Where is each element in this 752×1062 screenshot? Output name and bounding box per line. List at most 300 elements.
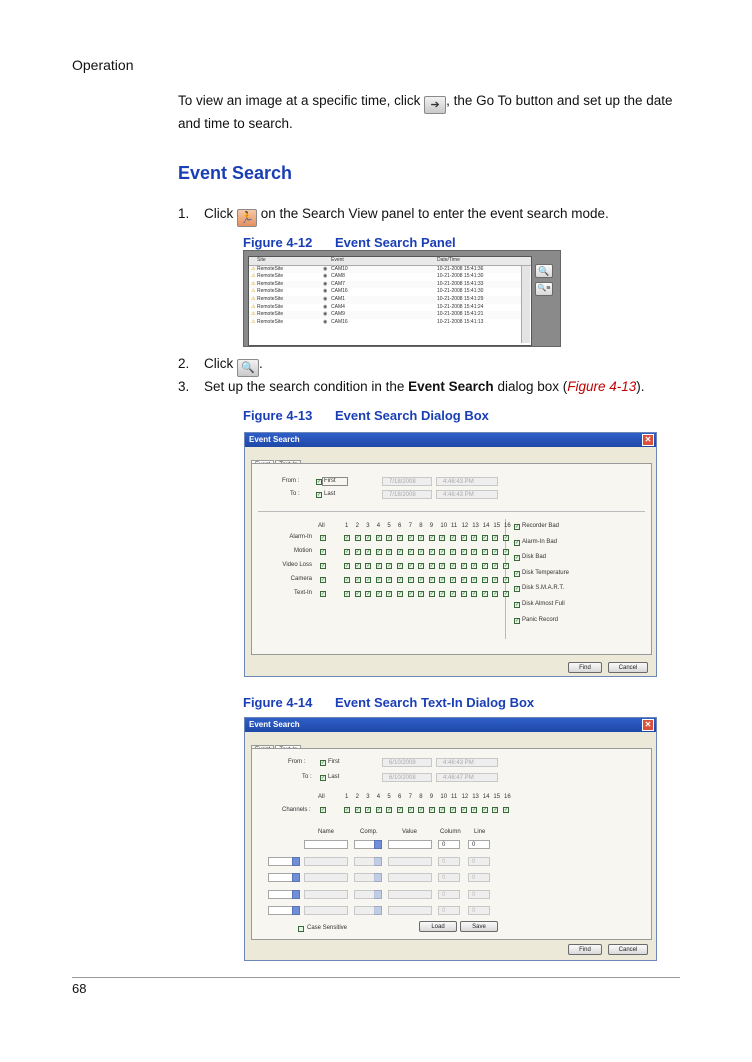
channel-number: 13 [472,523,479,529]
channel-checkbox[interactable]: ✓ [345,591,350,597]
channel-checkbox[interactable]: ✓ [493,577,498,583]
text-in-tab-pane [251,748,652,940]
channel-number: 1 [345,794,349,800]
all-checkbox[interactable]: ✓ [321,549,326,555]
last-checkbox[interactable]: ✓ [321,775,326,781]
channel-checkbox[interactable]: ✓ [345,577,350,583]
chevron-down-icon[interactable] [292,873,300,882]
datetime-cell: 10-21-2008 15:41:24 [437,303,484,310]
last-label: Last [328,774,340,780]
intro-paragraph [178,91,698,134]
list-item[interactable] [249,319,531,327]
search-icon: 🔍 [237,359,259,377]
warning-icon: ⚠ [251,265,256,272]
channel-number: 10 [440,523,448,529]
line-input[interactable] [468,857,490,866]
channel-checkbox[interactable]: ✓ [366,591,371,597]
channel-checkbox[interactable]: ✓ [398,807,403,813]
channel-checkbox[interactable]: ✓ [398,563,403,569]
figure-number: Figure 4-14 [243,695,313,710]
figure-caption [243,408,543,424]
line-input[interactable] [468,906,490,915]
first-label: First [328,759,340,765]
from-label: From : [282,478,300,484]
list-item[interactable] [249,311,531,319]
all-checkbox[interactable]: ✓ [321,577,326,583]
channel-checkbox[interactable]: ✓ [504,535,509,541]
channel-checkbox[interactable]: ✓ [355,591,360,597]
row-label: Text-In [293,590,312,596]
camera-icon: ◉ [323,273,328,280]
figure-title: Event Search Dialog Box [335,408,489,423]
close-icon[interactable]: ✕ [642,434,654,446]
channel-checkbox[interactable]: ✓ [345,563,350,569]
column-header: Column [440,829,461,835]
from-time-value: 4:46:43 PM [443,479,474,485]
warning-icon: ⚠ [251,318,256,325]
value-input[interactable] [388,906,432,915]
list-item[interactable] [249,273,531,281]
chevron-down-icon[interactable] [374,840,382,849]
channel-checkbox[interactable]: ✓ [376,577,381,583]
channel-number: 3 [366,794,370,800]
event-cell: CAM16 [331,288,348,295]
search-button[interactable]: 🔍 [535,264,553,278]
channel-checkbox[interactable]: ✓ [429,591,434,597]
channel-checkbox[interactable]: ✓ [355,807,360,813]
system-event-checkbox[interactable]: ✓ [515,555,520,562]
event-search-panel [243,250,561,347]
step-text: Click [204,356,237,371]
step-3 [178,377,698,397]
site-cell: RemoteSite [257,295,284,302]
channel-checkbox[interactable]: ✓ [419,591,424,597]
channel-checkbox[interactable]: ✓ [482,591,487,597]
site-cell: RemoteSite [257,288,284,295]
channel-checkbox[interactable]: ✓ [366,577,371,583]
channel-checkbox[interactable]: ✓ [398,549,403,555]
chevron-down-icon[interactable] [374,890,382,899]
column-value: 0 [442,908,446,914]
name-input[interactable] [304,890,348,899]
channel-checkbox[interactable]: ✓ [387,577,392,583]
event-tab-pane [251,463,652,655]
chevron-down-icon[interactable] [292,857,300,866]
dialog-title-bar [245,718,656,732]
value-input[interactable] [388,873,432,882]
camera-icon: ◉ [323,295,328,302]
system-event-checkbox[interactable]: ✓ [515,539,520,546]
channel-number: 6 [398,523,402,529]
channel-checkbox[interactable]: ✓ [387,535,392,541]
camera-icon: ◉ [323,265,328,272]
all-checkbox[interactable]: ✓ [321,563,326,569]
channel-checkbox[interactable]: ✓ [451,591,456,597]
all-label: All [318,523,325,529]
channel-checkbox[interactable]: ✓ [472,549,477,555]
first-checkbox[interactable]: ✓ [321,760,326,766]
channel-checkbox[interactable]: ✓ [472,591,477,597]
all-checkbox[interactable]: ✓ [321,591,326,597]
channel-number: 11 [451,523,458,529]
channel-checkbox[interactable]: ✓ [387,807,392,813]
system-event-label: Disk Bad [522,554,547,561]
running-header: Operation [72,57,134,73]
channel-checkbox[interactable]: ✓ [419,549,424,555]
column-header: Comp. [360,829,378,835]
chevron-down-icon[interactable] [292,906,300,915]
step-text: dialog box ( [493,379,568,394]
footer-rule [72,977,680,978]
channel-checkbox[interactable]: ✓ [408,563,413,569]
channel-number: 9 [429,523,434,529]
value-input[interactable] [388,890,432,899]
intro-text-2: , the Go To button and set up the date and time to search. [178,93,673,131]
channel-checkbox[interactable]: ✓ [461,549,466,555]
close-icon[interactable]: ✕ [642,719,654,731]
channel-number: 12 [461,523,469,529]
event-cell: CAM10 [331,265,348,272]
channel-checkbox[interactable]: ✓ [493,807,498,813]
camera-icon: ◉ [323,303,328,310]
channel-checkbox[interactable]: ✓ [461,563,466,569]
datetime-cell: 10-21-2008 15:41:33 [437,280,484,287]
list-item[interactable] [249,281,531,289]
figure-title: Event Search Text-In Dialog Box [335,695,535,710]
event-search-icon: 🏃 [237,209,257,227]
all-checkbox[interactable]: ✓ [321,535,326,541]
system-event-label: Alarm-In Bad [522,538,558,545]
channel-checkbox[interactable]: ✓ [345,535,350,541]
channel-checkbox[interactable]: ✓ [482,549,487,555]
step-text: . [259,356,263,371]
system-event-checkbox[interactable]: ✓ [515,524,520,530]
channel-checkbox[interactable]: ✓ [355,549,360,555]
channel-checkbox[interactable]: ✓ [440,577,445,583]
channel-checkbox[interactable]: ✓ [472,535,477,541]
cancel-button[interactable]: Cancel [608,944,648,955]
channel-checkbox[interactable]: ✓ [408,549,413,555]
from-date-input[interactable] [382,477,432,486]
cancel-button[interactable]: Cancel [608,662,648,673]
chevron-down-icon[interactable] [374,873,382,882]
channel-checkbox[interactable]: ✓ [440,563,445,569]
channel-number: 1 [345,523,349,529]
figure-number: Figure 4-12 [243,235,313,250]
channel-checkbox[interactable]: ✓ [482,535,487,541]
system-event-label: Recorder Bad [522,523,560,529]
channel-checkbox[interactable]: ✓ [408,807,413,813]
go-to-icon: ➔ [424,96,446,114]
channel-checkbox[interactable]: ✓ [355,577,360,583]
channel-checkbox[interactable]: ✓ [504,549,509,555]
last-checkbox[interactable]: ✓ [317,492,322,498]
channel-checkbox[interactable]: ✓ [355,563,360,569]
channel-checkbox[interactable]: ✓ [429,577,434,583]
channel-checkbox[interactable]: ✓ [419,563,424,569]
system-event-checkbox[interactable]: ✓ [515,586,520,593]
channel-number: 10 [440,794,448,800]
from-date-value: 7/18/2008 [389,479,416,485]
channel-checkbox[interactable]: ✓ [472,577,477,583]
channel-checkbox[interactable]: ✓ [345,807,350,813]
column-input[interactable] [438,857,460,866]
channel-checkbox[interactable]: ✓ [472,807,477,813]
channel-number: 6 [398,794,402,800]
datetime-cell: 10-21-2008 15:41:36 [437,265,484,272]
channel-number: 15 [493,523,501,529]
name-input[interactable] [304,873,348,882]
channel-checkbox[interactable]: ✓ [482,563,487,569]
channel-checkbox[interactable]: ✓ [376,807,381,813]
channel-checkbox[interactable]: ✓ [419,577,424,583]
name-input[interactable] [304,857,348,866]
list-item[interactable] [249,296,531,304]
channel-number: 3 [366,523,370,529]
last-label: Last [324,491,336,497]
divider [258,511,645,512]
list-item[interactable] [249,288,531,296]
figure-number: Figure 4-13 [243,408,313,423]
channel-checkbox[interactable]: ✓ [429,549,434,555]
event-cell: CAM1 [331,295,345,302]
channel-number: 2 [355,794,359,800]
channel-checkbox[interactable]: ✓ [440,591,445,597]
row-label: Alarm-In [289,534,312,540]
site-cell: RemoteSite [257,265,284,272]
to-label: To : [290,491,300,497]
column-value: 0 [442,858,446,865]
text-in-search-dialog [244,717,657,961]
channel-checkbox[interactable]: ✓ [451,807,456,813]
channels-label: Channels : [282,807,311,813]
case-sensitive-label: Case Sensitive [307,925,348,931]
from-date-value: 6/10/2008 [389,760,416,766]
dialog-name: Event Search [408,379,494,394]
column-header: Name [318,829,335,835]
line-input[interactable] [468,840,490,849]
channel-checkbox[interactable]: ✓ [366,535,371,541]
channel-checkbox[interactable]: ✓ [366,549,371,555]
step-text: Click [204,206,237,221]
search-options-button[interactable]: 🔍≡ [535,282,553,296]
channel-checkbox[interactable]: ✓ [493,535,498,541]
warning-icon: ⚠ [251,273,256,280]
channel-checkbox[interactable]: ✓ [493,563,498,569]
channel-checkbox[interactable]: ✓ [504,807,509,813]
to-date-input[interactable] [382,773,432,782]
channel-checkbox[interactable]: ✓ [451,563,456,569]
step-number: 3. [178,379,190,394]
channel-checkbox[interactable]: ✓ [429,563,434,569]
column-value: 0 [442,891,446,898]
line-value: 0 [472,858,476,865]
channel-checkbox[interactable]: ✓ [355,535,360,541]
line-input[interactable] [468,873,490,882]
case-sensitive-checkbox[interactable] [298,926,304,932]
channel-checkbox[interactable]: ✓ [440,549,445,555]
column-header: Event [331,257,344,263]
column-input[interactable] [438,840,460,849]
channel-checkbox[interactable]: ✓ [451,535,456,541]
first-field-outline [322,477,348,486]
channel-checkbox[interactable]: ✓ [376,591,381,597]
channel-checkbox[interactable]: ✓ [482,577,487,583]
warning-icon: ⚠ [251,288,256,295]
site-cell: RemoteSite [257,311,284,318]
channel-number: 16 [504,794,511,800]
channel-checkbox[interactable]: ✓ [429,535,434,541]
channel-checkbox[interactable]: ✓ [451,549,456,555]
list-item[interactable] [249,304,531,312]
dialog-title: Event Search [249,435,300,444]
channel-checkbox[interactable]: ✓ [366,563,371,569]
channel-checkbox[interactable]: ✓ [504,563,509,569]
all-checkbox[interactable]: ✓ [321,807,326,813]
channel-checkbox[interactable]: ✓ [387,549,392,555]
channel-checkbox[interactable]: ✓ [451,577,456,583]
from-time-input[interactable] [436,758,498,767]
step-text: ). [636,379,645,394]
channel-checkbox[interactable]: ✓ [482,807,487,813]
figure-reference-link[interactable]: Figure 4-13 [567,379,637,394]
channel-number: 9 [429,794,434,800]
channel-number: 7 [408,523,412,529]
channel-checkbox[interactable]: ✓ [408,591,413,597]
value-input[interactable] [388,840,432,849]
row-label: Motion [293,548,312,554]
channel-number: 4 [376,794,381,800]
channel-checkbox[interactable]: ✓ [366,807,371,813]
channel-checkbox[interactable]: ✓ [345,549,350,555]
step-1 [178,204,678,224]
to-date-input[interactable] [382,490,432,499]
channel-checkbox[interactable]: ✓ [376,563,381,569]
chevron-down-icon[interactable] [374,857,382,866]
intro-text-1: To view an image at a specific time, click [178,93,425,108]
channel-number: 13 [472,794,479,800]
channel-checkbox[interactable]: ✓ [461,807,466,813]
name-input[interactable] [304,840,348,849]
channel-checkbox[interactable]: ✓ [440,807,445,813]
channel-checkbox[interactable]: ✓ [419,535,424,541]
column-input[interactable] [438,890,460,899]
channel-checkbox[interactable]: ✓ [493,591,498,597]
channel-checkbox[interactable]: ✓ [376,535,381,541]
list-header [249,257,531,266]
to-label: To : [302,774,312,780]
from-time-input[interactable] [436,477,498,486]
system-event-label: Disk Temperature [522,569,569,576]
line-value: 0 [472,908,476,914]
channel-checkbox[interactable]: ✓ [461,535,466,541]
channel-number: 8 [419,523,423,529]
warning-icon: ⚠ [251,303,256,310]
channel-checkbox[interactable]: ✓ [440,535,445,541]
figure-title: Event Search Panel [335,235,456,250]
camera-icon: ◉ [323,280,328,287]
event-list[interactable] [248,256,532,346]
list-item[interactable] [249,266,531,274]
channel-checkbox[interactable]: ✓ [398,535,403,541]
site-cell: RemoteSite [257,303,284,310]
event-cell: CAM16 [331,318,348,325]
system-event-label: Disk S.M.A.R.T. [522,585,565,592]
chevron-down-icon[interactable] [292,890,300,899]
from-date-input[interactable] [382,758,432,767]
datetime-cell: 10-21-2008 15:41:29 [437,295,484,302]
channel-checkbox[interactable]: ✓ [472,563,477,569]
camera-icon: ◉ [323,318,328,325]
to-time-input[interactable] [436,490,498,499]
channel-checkbox[interactable]: ✓ [408,535,413,541]
first-checkbox[interactable]: ✓ [317,479,322,485]
channel-number: 12 [461,794,469,800]
camera-icon: ◉ [323,311,328,318]
from-time-value: 4:46:43 PM [443,760,474,766]
chevron-down-icon[interactable] [374,906,382,915]
find-button[interactable]: Find [568,662,602,673]
channel-checkbox[interactable]: ✓ [398,577,403,583]
to-time-value: 4:46:43 PM [443,492,474,498]
channel-checkbox[interactable]: ✓ [461,577,466,583]
value-input[interactable] [388,857,432,866]
section-heading: Event Search [178,163,293,183]
channel-checkbox[interactable]: ✓ [429,807,434,813]
row-label: Video Loss [282,562,312,568]
channel-checkbox[interactable]: ✓ [408,577,413,583]
system-event-checkbox[interactable]: ✓ [515,617,520,624]
channel-checkbox[interactable]: ✓ [419,807,424,813]
channel-number: 4 [376,523,381,529]
channel-checkbox[interactable]: ✓ [493,549,498,555]
channel-checkbox[interactable]: ✓ [504,577,509,583]
find-button[interactable]: Find [568,944,602,955]
system-event-label: Panic Record [522,616,559,623]
channel-checkbox[interactable]: ✓ [398,591,403,597]
event-cell: CAM9 [331,311,345,318]
name-input[interactable] [304,906,348,915]
warning-icon: ⚠ [251,280,256,287]
list-scrollbar[interactable] [521,266,530,343]
channel-checkbox[interactable]: ✓ [376,549,381,555]
column-input[interactable] [438,873,460,882]
system-event-label: Disk Almost Full [522,601,565,607]
step-text: on the Search View panel to enter the event search mode. [257,206,609,221]
line-input[interactable] [468,890,490,899]
channel-checkbox[interactable]: ✓ [387,591,392,597]
channel-checkbox[interactable]: ✓ [387,563,392,569]
line-value: 0 [472,891,476,898]
step-text: Set up the search condition in the [204,379,409,394]
line-value: 0 [472,875,476,881]
event-cell: CAM4 [331,303,345,310]
dialog-title-bar [245,433,656,447]
all-label: All [318,794,325,800]
to-time-input[interactable] [436,773,498,782]
event-cell: CAM7 [331,280,345,287]
channel-number: 7 [408,794,412,800]
system-event-checkbox[interactable]: ✓ [515,602,520,608]
load-button[interactable]: Load [419,921,457,932]
column-input[interactable] [438,906,460,915]
to-date-value: 7/18/2008 [389,492,416,498]
channel-checkbox[interactable]: ✓ [504,591,509,597]
channel-checkbox[interactable]: ✓ [461,591,466,597]
save-button[interactable]: Save [460,921,498,932]
system-event-checkbox[interactable]: ✓ [515,570,520,577]
channel-number: 14 [482,523,490,529]
